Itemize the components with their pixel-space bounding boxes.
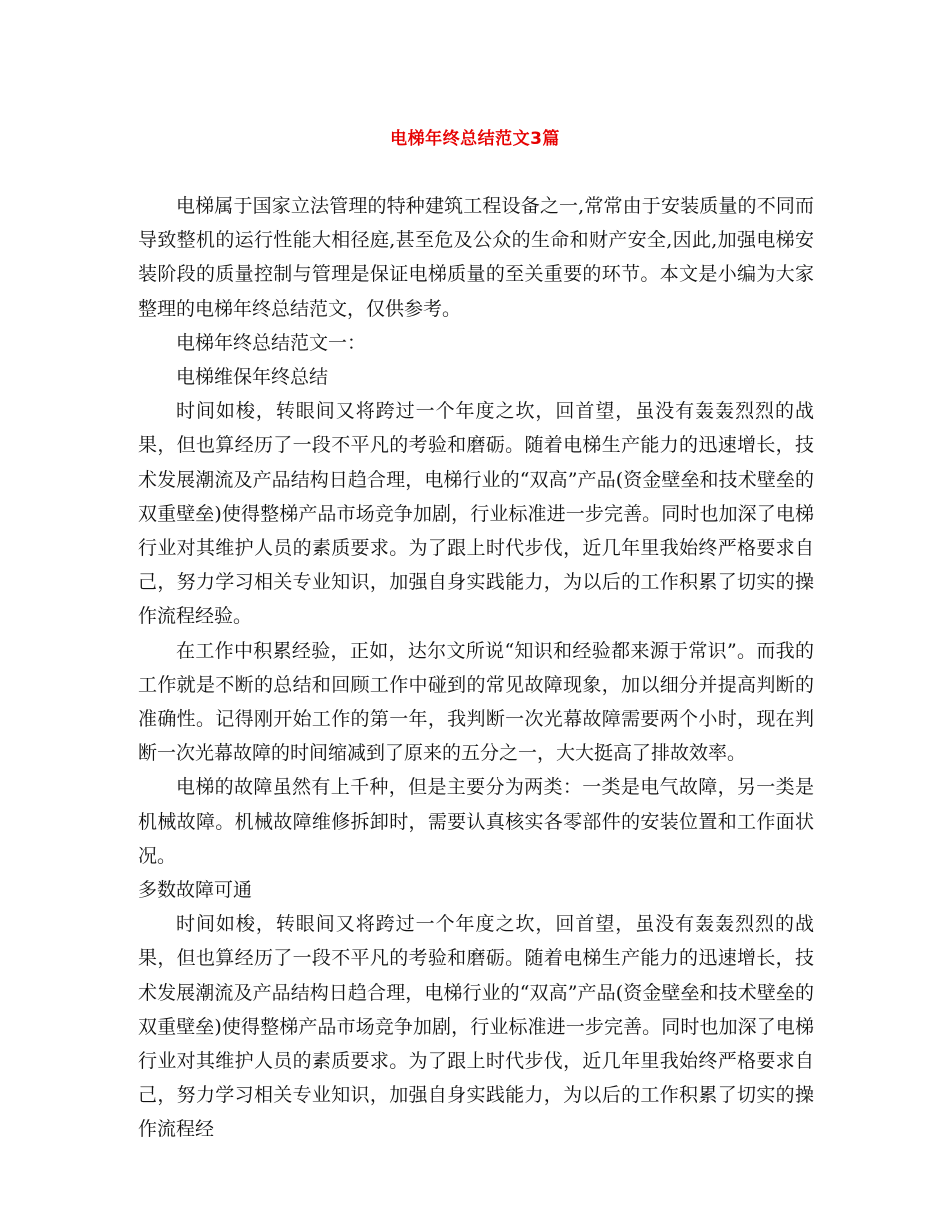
section-subtitle: 电梯维保年终总结 (176, 366, 329, 389)
intro-paragraph: 电梯属于国家立法管理的特种建筑工程设备之一,常常由于安装质量的不同而导致整机的运行性能大相径庭,甚至危及公众的生命和财产安全,因此,加强电梯安装阶段的质量控制与管理是保证电梯质量的至关重要的环节。本文是小编为大家整理的电梯年终总结范文，仅供参考。 (138, 195, 814, 320)
body-paragraph: 在工作中积累经验，正如，达尔文所说“知识和经验都来源于常识”。而我的工作就是不断的总结和回顾工作中碰到的常见故障现象，加以细分并提高判断的准确性。记得刚开始工作的第一年，我判断一次光幕故障需要两个小时，现在判断一次光幕故障的时间缩减到了原来的五分之一，大大挺高了排故效率。 (138, 639, 814, 765)
body-fragment: 多数故障可通 (138, 879, 253, 902)
body-paragraph: 时间如梭，转眼间又将跨过一个年度之坎，回首望，虽没有轰轰烈烈的战果，但也算经历了一段不平凡的考验和磨砺。随着电梯生产能力的迅速增长，技术发展潮流及产品结构日趋合理，电梯行业的“双高”产品(资金壁垒和技术壁垒的双重壁垒)使得整梯产品市场竞争加剧，行业标准进一步完善。同时也加深了电梯行业对其维护人员的素质要求。为了跟上时代步伐，近几年里我始终严格要求自己，努力学习相关专业知识，加强自身实践能力，为以后的工作积累了切实的操作流程经验。 (138, 400, 814, 628)
body-paragraph: 电梯的故障虽然有上千种，但是主要分为两类：一类是电气故障，另一类是机械故障。机械故障维修拆卸时，需要认真核实各零部件的安装位置和工作面状况。 (138, 776, 814, 867)
body-paragraph: 时间如梭，转眼间又将跨过一个年度之坎，回首望，虽没有轰轰烈烈的战果，但也算经历了一段不平凡的考验和磨砺。随着电梯生产能力的迅速增长，技术发展潮流及产品结构日趋合理，电梯行业的“双高”产品(资金壁垒和技术壁垒的双重壁垒)使得整梯产品市场竞争加剧，行业标准进一步完善。同时也加深了电梯行业对其维护人员的素质要求。为了跟上时代步伐，近几年里我始终严格要求自己，努力学习相关专业知识，加强自身实践能力，为以后的工作积累了切实的操作流程经 (138, 913, 814, 1141)
document-body (138, 189, 814, 1147)
section-heading-1: 电梯年终总结范文一： (176, 331, 367, 354)
document-title: 电梯年终总结范文3篇 (390, 129, 560, 149)
